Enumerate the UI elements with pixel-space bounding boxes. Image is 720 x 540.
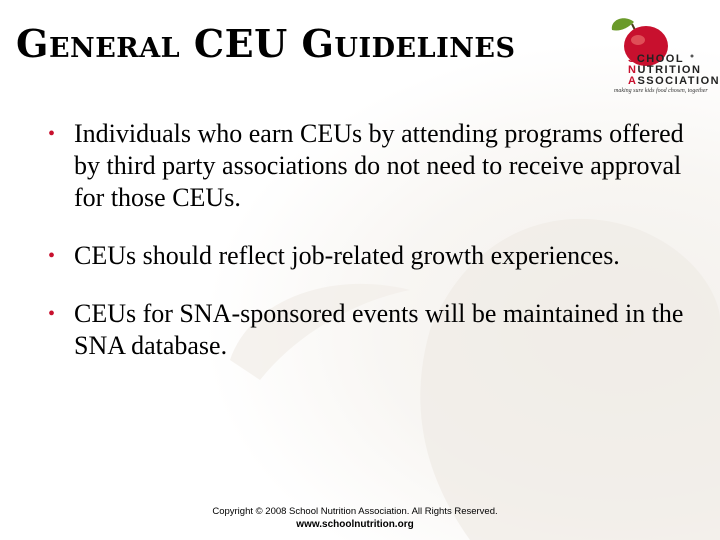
bullet-dot-icon: • — [48, 245, 56, 267]
logo-wordmark-line2: NUTRITION — [628, 64, 702, 76]
bullet-item — [48, 240, 688, 272]
slide-title: General CEU Guidelines — [16, 21, 516, 66]
logo-tagline: making sure kids food chosen, together — [614, 88, 708, 94]
bullet-dot-icon: • — [48, 303, 56, 325]
bullet-item — [48, 298, 688, 362]
bullet-text: CEUs should reflect job-related growth experiences. — [74, 241, 620, 270]
bullet-text: CEUs for SNA-sponsored events will be maintained in the SNA database. — [74, 299, 684, 360]
bullet-list — [48, 118, 688, 388]
website-url: www.schoolnutrition.org — [296, 519, 414, 530]
logo-wordmark-line1: SCHOOL — [628, 53, 685, 65]
copyright-text: Copyright © 2008 School Nutrition Association. All Rights Reserved. — [212, 506, 498, 517]
logo-wordmark-line3: ASSOCIATION — [628, 75, 720, 87]
bullet-text: Individuals who earn CEUs by attending programs offered by third party associations do not need to receive approval for those CEUs. — [74, 119, 684, 212]
sna-logo — [606, 10, 720, 98]
slide-footer — [150, 506, 560, 531]
bullet-dot-icon: • — [48, 123, 56, 145]
bullet-item — [48, 118, 688, 214]
